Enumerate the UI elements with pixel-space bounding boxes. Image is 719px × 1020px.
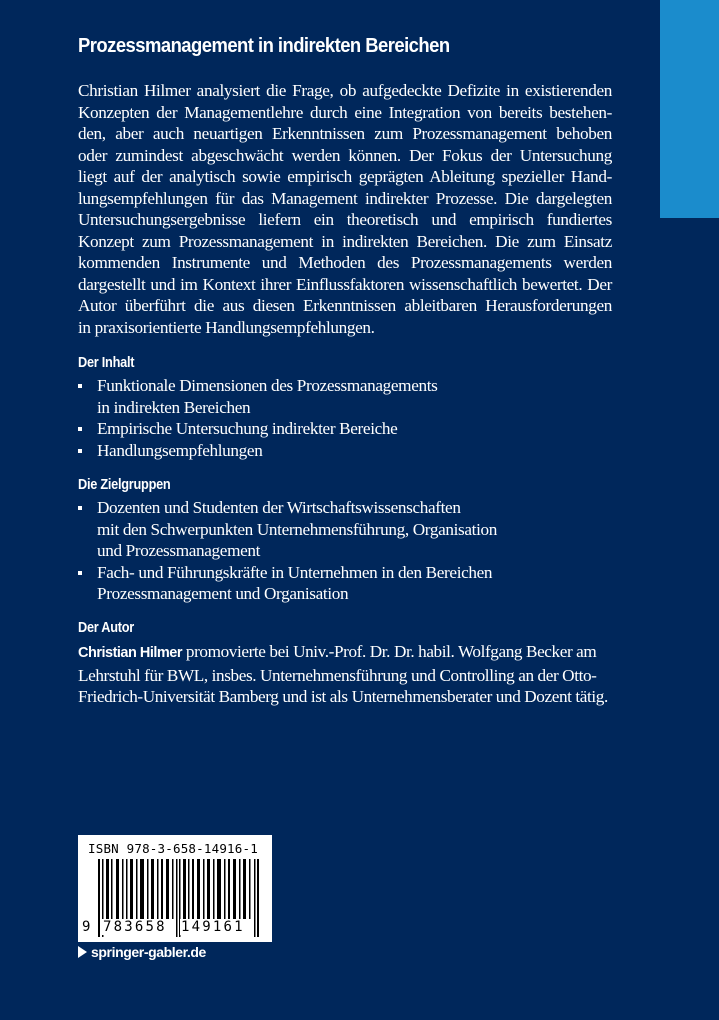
accent-band (660, 0, 719, 218)
publisher-url[interactable]: springer-gabler.de (91, 944, 206, 960)
bullet-icon (78, 449, 82, 453)
zielgruppen-heading: Die Zielgruppen (78, 477, 171, 493)
bullet-icon (78, 384, 82, 388)
list-item-line: Fach- und Führungskräfte in Unternehmen in den Bereichen (97, 562, 493, 582)
bullet-icon (78, 427, 82, 431)
zielgruppen-list (78, 497, 497, 605)
list-item-line: in indirekten Bereichen (97, 397, 251, 417)
description-line: Untersuchungsergebnisse liefern ein theoretisch und empirisch fundiertes (78, 210, 612, 229)
bullet-icon (78, 506, 82, 510)
publisher-link[interactable] (78, 944, 206, 960)
list-item-line: Dozenten und Studenten der Wirtschaftswissenschaften (97, 498, 461, 517)
inhalt-heading: Der Inhalt (78, 355, 135, 371)
description-line: den, aber auch neuartigen Erkenntnissen zum Prozessmanagement behoben (78, 124, 612, 143)
description-line: dargestellt und im Kontext ihrer Einflussfaktoren wissenschaftlich bewertet. Der (78, 274, 612, 294)
autor-heading: Der Autor (78, 620, 135, 636)
description-line: Konzepten der Managementlehre durch eine Integration von bereits bestehen- (78, 102, 612, 122)
description-line: lungsempfehlungen für das Management indirekter Prozesse. Die dargelegten (78, 188, 612, 208)
list-item (78, 497, 497, 562)
author-bio-text: promovierte bei Univ.-Prof. Dr. Dr. habil. Wolfgang Becker am (182, 642, 597, 661)
description-line: Konzept zum Prozessmanagement in indirekten Bereichen. Die zum Einsatz (78, 231, 612, 251)
author-name: Christian Hilmer (78, 645, 182, 661)
description-line: liegt auf der analytisch sowie empirisch geprägten Ableitung spezieller Hand- (78, 167, 612, 186)
list-item (78, 562, 497, 605)
play-arrow-icon (78, 946, 87, 958)
list-item-line: Handlungsempfehlungen (97, 440, 263, 460)
description-line: Autor überführt die aus diesen Erkenntnissen ableitbaren Herausforderungen (78, 296, 612, 315)
barcode-digits-right: 149161 (181, 919, 245, 935)
inhalt-list (78, 375, 437, 461)
author-bio-line: Lehrstuhl für BWL, insbes. Unternehmensführung und Controlling an der Otto- (78, 665, 597, 685)
author-bio (78, 641, 612, 708)
description-line: Christian Hilmer analysiert die Frage, ob aufgedeckte Defizite in existierenden (78, 81, 612, 100)
description-line: oder zumindest abgeschwächt werden können. Der Fokus der Untersuchung (78, 145, 612, 165)
list-item (78, 418, 437, 440)
list-item (78, 440, 437, 462)
author-bio-line: Friedrich-Universität Bamberg und ist als Unternehmensberater und Dozent tätig. (78, 687, 608, 706)
book-title: Prozessmanagement in indirekten Bereichen (78, 34, 450, 57)
bullet-icon (78, 571, 82, 575)
list-item-line: Empirische Untersuchung indirekter Bereiche (97, 419, 398, 438)
barcode-digits-left: 783658 (103, 919, 167, 935)
isbn-barcode (78, 835, 272, 942)
description-line: kommenden Instrumente und Methoden des Prozessmanagements werden (78, 253, 612, 272)
list-item-line: mit den Schwerpunkten Unternehmensführung, Organisation (97, 519, 498, 539)
list-item-line: und Prozessmanagement (97, 541, 261, 560)
description (78, 80, 612, 338)
list-item (78, 375, 437, 418)
isbn-label: ISBN 978-3-658-14916-1 (88, 841, 258, 856)
description-line: in praxisorientierte Handlungsempfehlungen. (78, 317, 375, 337)
barcode-digit-prefix: 9 (82, 919, 93, 935)
author-bio-line (78, 641, 612, 665)
list-item-line: Prozessmanagement und Organisation (97, 584, 349, 603)
list-item-line: Funktionale Dimensionen des Prozessmanagements (97, 376, 438, 395)
